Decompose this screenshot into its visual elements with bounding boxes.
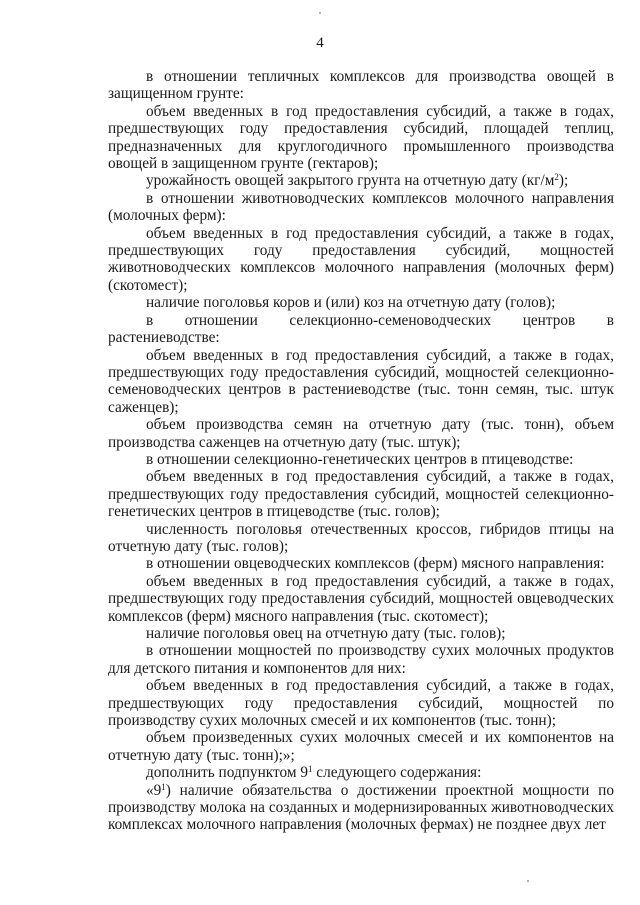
superscript: 2	[554, 172, 559, 183]
scan-speck	[527, 880, 529, 882]
text-fragment: ) наличие обязательства о достижении проектной мощности по производству молока на созданных и модернизированных животноводческих комплексах молочного направления (молочных фермах) не позднее двух лет	[108, 781, 614, 834]
indicator-vegetable-yield	[108, 172, 614, 189]
text-fragment: следующего содержания:	[312, 764, 482, 782]
text-fragment: дополнить подпунктом 9	[146, 764, 308, 782]
indicator-sheep-farm-capacity: объем введенных в год предоставления субсидий, а также в годах, предшествующих году предоставления субсидий, мощностей овцеводческих комплексов (ферм) мясного направления (тыс. скотомест);	[108, 572, 614, 625]
superscript: 1	[161, 781, 166, 792]
indicator-poultry-center-capacity: объем введенных в год предоставления субсидий, а также в годах, предшествующих году предоставления субсидий, мощностей селекционно-генетических центров в птицеводстве (тыс. голов);	[108, 468, 614, 521]
indicator-greenhouse-area: объем введенных в год предоставления субсидий, а также в годах, предшествующих году предоставления субсидий, площадей теплиц, предназначенных для круглогодичного промышленного производства овощей в защищенном грунте (гектаров);	[108, 102, 614, 173]
text-fragment: урожайность овощей закрытого грунта на отчетную дату (кг/м	[146, 172, 555, 190]
indicator-sheep-herd: наличие поголовья овец на отчетную дату (тыс. голов);	[146, 625, 506, 642]
text-fragment: «9	[146, 781, 162, 799]
indicator-dry-milk-output: объем произведенных сухих молочных смесей и их компонентов на отчетную дату (тыс. тонн);»;	[108, 729, 614, 764]
document-body	[108, 68, 614, 834]
indicator-dry-milk-capacity: объем введенных в год предоставления субсидий, а также в годах, предшествующих году предоставления субсидий, мощностей по производству сухих молочных смесей и их компонентов (тыс. тонн);	[108, 677, 614, 730]
section-heading-poultry-centers: в отношении селекционно-генетических центров в птицеводстве:	[146, 450, 574, 468]
new-subclause-text	[108, 782, 614, 834]
amendment-instruction	[108, 764, 614, 781]
superscript: 1	[307, 764, 313, 775]
indicator-cattle-herd: наличие поголовья коров и (или) коз на отчетную дату (голов);	[146, 294, 556, 312]
section-heading-sheep-farms: в отношении овцеводческих комплексов (ферм) мясного направления:	[146, 555, 605, 573]
scan-speck	[319, 12, 321, 14]
page-number: 4	[316, 35, 324, 51]
indicator-poultry-headcount: численность поголовья отечественных кроссов, гибридов птицы на отчетную дату (тыс. голов);	[108, 520, 614, 555]
section-heading-dry-milk-production: в отношении мощностей по производству сухих молочных продуктов для детского питания и компонентов для них:	[108, 642, 614, 677]
indicator-dairy-capacity: объем введенных в год предоставления субсидий, а также в годах, предшествующих году предоставления субсидий, мощностей животноводческих комплексов молочного направления (молочных ферм) (скотомест);	[108, 224, 614, 294]
indicator-seed-center-capacity: объем введенных в год предоставления субсидий, а также в годах, предшествующих году предоставления субсидий, мощностей селекционно-семеноводческих центров в растениеводстве (тыс. тонн семян, тыс. штук саженцев);	[108, 346, 614, 416]
section-heading-seed-centers: в отношении селекционно-семеноводческих центров в растениеводстве:	[108, 311, 614, 347]
section-heading-dairy-complexes: в отношении животноводческих комплексов молочного направления (молочных ферм):	[108, 189, 614, 225]
indicator-seed-production: объем производства семян на отчетную дату (тыс. тонн), объем производства саженцев на отчетную дату (тыс. штук);	[108, 416, 614, 451]
section-heading-greenhouse-complexes: в отношении тепличных комплексов для производства овощей в защищенном грунте:	[108, 68, 614, 103]
text-fragment: );	[558, 172, 569, 190]
